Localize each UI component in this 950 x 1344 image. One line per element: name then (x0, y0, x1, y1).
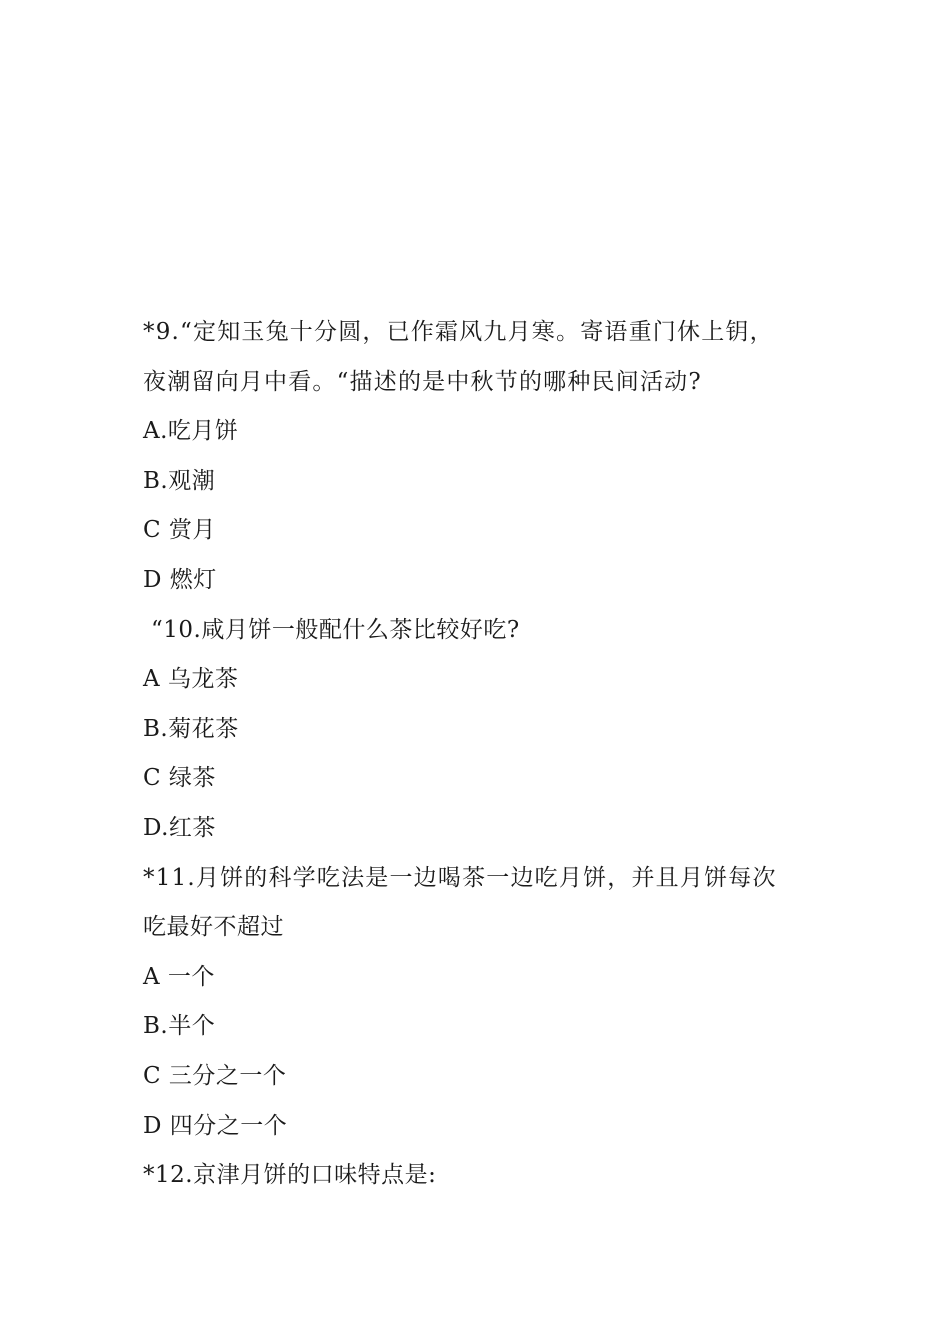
question-10-option-a: A 乌龙茶 (143, 666, 239, 693)
question-11 (143, 854, 823, 1152)
question-12-text-line-1: *12.京津月饼的口味特点是: (143, 1162, 437, 1189)
question-11-option-d: D 四分之一个 (143, 1112, 288, 1139)
question-10 (143, 606, 823, 854)
question-12 (143, 1151, 823, 1201)
question-9-option-a: A.吃月饼 (143, 418, 239, 445)
question-11-option-b: B.半个 (143, 1013, 216, 1040)
question-9-text-line-2: 夜潮留向月中看。“描述的是中秋节的哪种民间活动? (143, 368, 702, 395)
question-10-option-b: B.菊花茶 (143, 715, 239, 742)
quiz-content (143, 308, 823, 1201)
question-9-text-line-1: *9.“定知玉兔十分圆，已作霜风九月寒。寄语重门休上钥， (143, 319, 774, 345)
question-11-option-c: C 三分之一个 (143, 1062, 287, 1089)
question-11-option-a: A 一个 (143, 963, 215, 990)
question-10-option-d: D.红茶 (143, 814, 216, 841)
question-10-option-c: C 绿茶 (143, 765, 216, 792)
question-10-text-line-1: “10.咸月饼一般配什么茶比较好吃? (151, 616, 520, 643)
question-9-option-b: B.观潮 (143, 467, 216, 494)
question-9-option-d: D 燃灯 (143, 566, 217, 593)
question-9-option-c: C 赏月 (143, 517, 216, 544)
question-9 (143, 308, 823, 606)
question-11-text-line-1: *11.月饼的科学吃法是一边喝茶一边吃月饼，并且月饼每次 (143, 864, 777, 891)
question-11-text-line-2: 吃最好不超过 (143, 914, 284, 941)
